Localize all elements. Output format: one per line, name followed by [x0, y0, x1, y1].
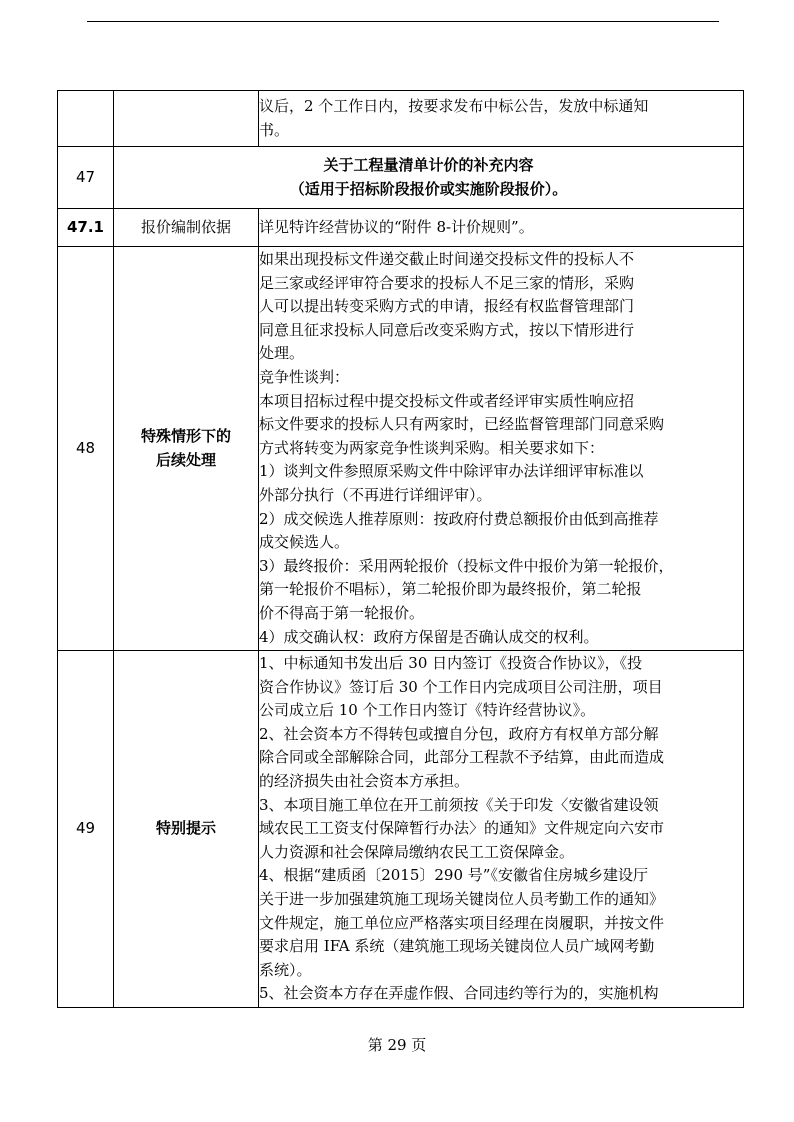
clause-label: 报价编制依据 — [114, 209, 259, 247]
text-line: 文件规定，施工单位应严格落实项目经理在岗履职，并按文件 — [259, 913, 665, 932]
clause-text — [259, 651, 744, 1008]
text-line: 人力资源和社会保障局缴纳农民工工资保障金。 — [259, 842, 575, 861]
text-line: 5、社会资本方存在弄虚作假、合同违约等行为的，实施机构 — [259, 984, 659, 1003]
text-line: 除合同或全部解除合同，此部分工程款不予结算，由此而造成 — [259, 748, 665, 767]
text-line: 4）成交确认权：政府方保留是否确认成交的权利。 — [259, 627, 599, 646]
table-row-47-1 — [58, 209, 744, 247]
table-row-48 — [58, 247, 744, 651]
text-line: 如果出现投标文件递交截止时间递交投标文件的投标人不 — [259, 250, 635, 268]
text-line: 足三家或经评审符合要求的投标人不足三家的情形，采购 — [259, 273, 635, 292]
text-line: 竞争性谈判： — [259, 367, 350, 386]
clause-number: 48 — [58, 247, 114, 651]
page-number: 第 29 页 — [367, 1036, 427, 1054]
text-line: 标文件要求的投标人只有两家时，已经监督管理部门同意采购 — [259, 415, 665, 434]
text-line: 域农民工工资支付保障暂行办法〉的通知》文件规定向六安市 — [259, 819, 665, 838]
text-line: 3、本项目施工单位在开工前须按《关于印发〈安徽省建设领 — [259, 795, 659, 814]
text-line: 2、社会资本方不得转包或擅自分包，政府方有权单方部分解 — [259, 724, 659, 743]
text-line: 的经济损失由社会资本方承担。 — [259, 772, 470, 791]
continuation-text — [259, 91, 744, 147]
clause-label — [114, 247, 259, 651]
clause-number: 47 — [58, 147, 114, 209]
text-line: 1、中标通知书发出后 30 日内签订《投资合作协议》，《投 — [259, 654, 643, 673]
clause-number: 47.1 — [58, 209, 114, 247]
text-line: 同意且征求投标人同意后改变采购方式，按以下情形进行 — [259, 320, 635, 339]
text-line: 4、根据“建质函〔2015〕290 号”《安徽省住房城乡建设厅 — [259, 866, 648, 885]
text-line: 系统）。 — [259, 960, 312, 979]
text-line: 处理。 — [259, 344, 305, 363]
text-line: 关于进一步加强建筑施工现场关键岗位人员考勤工作的通知》 — [259, 890, 665, 909]
table-row-47 — [58, 147, 744, 209]
text-line: 要求启用 IFA 系统（建筑施工现场关键岗位人员广域网考勤 — [259, 937, 655, 956]
text-line: 公司成立后 10 个工作日内签订《特许经营协议》。 — [259, 701, 596, 720]
text-line: 书。 — [259, 120, 290, 139]
table-row-continuation — [58, 91, 744, 147]
table-row-49 — [58, 651, 744, 1008]
text-line: 1）谈判文件参照原采购文件中除评审办法详细评审标准以 — [259, 462, 644, 481]
section-title — [114, 147, 744, 209]
text-line: 3）最终报价：采用两轮报价（投标文件中报价为第一轮报价， — [259, 556, 674, 575]
clause-text — [259, 247, 744, 651]
clause-number: 49 — [58, 651, 114, 1008]
text-line: 议后，2 个工作日内，按要求发布中标公告，发放中标通知 — [259, 96, 649, 115]
text-line: 第一轮报价不唱标），第二轮报价即为最终报价，第二轮报 — [259, 580, 642, 599]
text-line: 本项目招标过程中提交投标文件或者经评审实质性响应招 — [259, 391, 635, 410]
clause-label-line1: 特殊情形下的 — [140, 426, 231, 445]
section-title-line1: 关于工程量清单计价的补充内容 — [323, 155, 534, 174]
text-line: 成交候选人。 — [259, 533, 350, 552]
cell-empty-label — [114, 91, 259, 147]
text-line: 资合作协议》签订后 30 个工作日内完成项目公司注册，项目 — [259, 677, 663, 696]
cell-empty-num — [58, 91, 114, 147]
text-line: 方式将转变为两家竞争性谈判采购。相关要求如下： — [259, 438, 605, 457]
clause-label: 特别提示 — [114, 651, 259, 1008]
text-line: 价不得高于第一轮报价。 — [259, 603, 425, 622]
section-title-line2: （适用于招标阶段报价或实施阶段报价）。 — [289, 179, 568, 198]
text-line: 2）成交候选人推荐原则：按政府付费总额报价由低到高推荐 — [259, 509, 659, 528]
clause-text: 详见特许经营协议的“附件 8-计价规则”。 — [259, 209, 744, 247]
clause-label-line2: 后续处理 — [155, 450, 216, 469]
text-line: 人可以提出转变采购方式的申请，报经有权监督管理部门 — [259, 297, 635, 316]
clause-table — [57, 90, 744, 1008]
text-line: 外部分执行（不再进行详细评审）。 — [259, 485, 492, 504]
header-rule — [87, 21, 719, 22]
